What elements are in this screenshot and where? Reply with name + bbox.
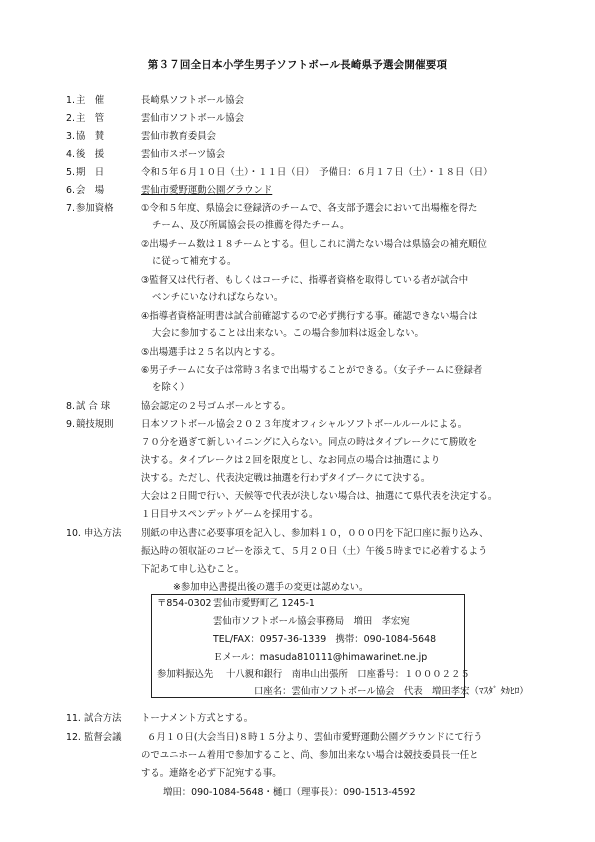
item-number: 9. — [66, 419, 75, 430]
item-number: 7. — [66, 203, 75, 214]
eligibility-line: ベンチにいなければならない。 — [152, 292, 284, 303]
item-organizer — [66, 94, 244, 107]
item-rules — [66, 418, 142, 431]
item-value: 雲仙市ソフトボール協会 — [141, 113, 244, 124]
rules-line: 決する。タイブレークは２回を限度とし、なお同点の場合は抽選により — [141, 455, 441, 466]
meeting-line: のでユニホーム着用で参加すること、尚、参加出来ない場合は競技委員長一任と — [141, 750, 479, 761]
application-line: 別紙の申込書に必要事項を記入し、参加料１０，０００円を下記口座に振り込み、 — [141, 528, 489, 539]
item-support — [66, 148, 226, 161]
item-number: 4. — [66, 149, 75, 160]
item-venue — [66, 184, 273, 197]
item-manager — [66, 112, 244, 125]
eligibility-line: に従って補充する。 — [152, 256, 237, 267]
address-postal: 〒854-0302 — [157, 598, 212, 609]
item-number: 12. — [66, 732, 81, 743]
application-line: 振込時の領収証のコピーを添えて、５月２０日（土）午後５時までに必着するよう — [141, 546, 488, 557]
eligibility-line: ⑤出場選手は２５名以内とする。 — [141, 347, 281, 358]
rules-line: 日本ソフトボール協会２０２３年度オフィシャルソフトボールルールによる。 — [141, 419, 468, 430]
eligibility-line: チーム、及び所属協会長の推薦を得たチーム。 — [152, 220, 350, 231]
item-eligibility — [66, 202, 142, 215]
item-label: 申込方法 — [84, 528, 122, 539]
item-date — [66, 166, 493, 179]
eligibility-line: ①令和５年度、県協会に登録済のチームで、各支部予選会において出場権を得た — [141, 203, 478, 214]
eligibility-line: ④指導者資格証明書は試合前確認するので必ず携行する事。確認できない場合は — [141, 311, 478, 322]
item-label: 期 日 — [76, 167, 105, 178]
item-number: 6. — [66, 185, 75, 196]
bank-info: 十八親和銀行 南串山出張所 口座番号：１０００２２５ — [226, 669, 470, 680]
item-number: 3. — [66, 131, 75, 142]
eligibility-line: 大会に参加することは出来ない。この場合参加料は返金しない。 — [152, 328, 424, 339]
item-value: 雲仙市教育委員会 — [141, 131, 217, 142]
address-email: Ｅメール：masuda810111@himawarinet.ne.jp — [213, 652, 428, 663]
item-value: 雲仙市愛野運動公園グラウンド — [141, 185, 273, 196]
item-value: 雲仙市スポーツ協会 — [141, 149, 226, 160]
rules-line: 決する。ただし、代表決定戦は抽選を行わずタイブークにて決する。 — [141, 473, 431, 484]
item-label: 試合方法 — [84, 713, 122, 724]
meeting-line: ６月１０日(大会当日)８時１５分より、雲仙市愛野運動公園グラウンドにて行う — [147, 732, 483, 743]
item-label: 試 合 球 — [76, 401, 111, 412]
item-label: 主 催 — [76, 95, 105, 106]
item-number: 8. — [66, 401, 75, 412]
item-ball — [66, 400, 291, 413]
item-number: 2. — [66, 113, 75, 124]
address-street: 雲仙市愛野町乙 1245-1 — [213, 598, 315, 609]
item-value: 協会認定の２号ゴムボールとする。 — [141, 401, 291, 412]
eligibility-line: を除く） — [152, 382, 190, 393]
item-value: 令和５年６月１０日（土）・１１日（日） 予備日：６月１７日（土）・１８日（日） — [141, 167, 493, 178]
bank-account: 口座名：雲仙市ソフトボール協会 代表 増田孝宏（ﾏｽﾀﾞ ﾀｶﾋﾛ） — [254, 686, 529, 697]
item-label: 会 場 — [76, 185, 105, 196]
item-sponsor — [66, 130, 217, 143]
document-title: 第３７回全日本小学生男子ソフトボール長崎県予選会開催要項 — [147, 59, 448, 71]
item-label: 協 賛 — [76, 131, 105, 142]
address-tel: TEL/FAX：0957-36-1339 携帯：090-1084-5648 — [213, 634, 437, 645]
item-number: 10. — [66, 528, 81, 539]
item-number: 5. — [66, 167, 75, 178]
item-number: 11. — [66, 713, 81, 724]
meeting-line: する。連絡を必ず下記宛する事。 — [141, 768, 282, 779]
meeting-contact: 増田：090-1084-5648・樋口（理事長）：090-1513-4592 — [163, 787, 416, 798]
address-office: 雲仙市ソフトボール協会事務局 増田 孝宏宛 — [213, 616, 410, 627]
rules-line: 大会は２日間で行い、天候等で代表が決しない場合は、抽選にて県代表を決定する。 — [141, 491, 498, 502]
item-format — [66, 712, 150, 725]
rules-line: １日目サスペンデットゲームを採用する。 — [141, 509, 319, 520]
format-value: トーナメント方式とする。 — [141, 713, 254, 724]
bank-label: 参加料振込先 — [157, 669, 214, 680]
item-label: 参加資格 — [76, 203, 114, 214]
eligibility-line: ②出場チーム数は１８チームとする。但しこれに満たない場合は県協会の補充順位 — [141, 239, 487, 250]
rules-line: ７０分を過ぎて新しいイニングに入らない。同点の時はタイブレークにて勝敗を — [141, 437, 478, 448]
item-label: 主 管 — [76, 113, 105, 124]
item-meeting — [66, 731, 150, 744]
application-line: 下記あて申し込むこと。 — [141, 564, 245, 575]
item-label: 競技規則 — [76, 419, 114, 430]
item-label: 後 援 — [76, 149, 105, 160]
item-application — [66, 527, 150, 540]
item-label: 監督会議 — [84, 732, 122, 743]
eligibility-line: ⑥男子チームに女子は常時３名まで出場することができる。（女子チームに登録者 — [141, 365, 483, 376]
eligibility-line: ③監督又は代行者、もしくはコーチに、指導者資格を取得している者が試合中 — [141, 275, 469, 286]
application-note: ※参加申込書提出後の選手の変更は認めない。 — [173, 582, 369, 593]
item-number: 1. — [66, 95, 75, 106]
item-value: 長崎県ソフトボール協会 — [141, 95, 244, 106]
